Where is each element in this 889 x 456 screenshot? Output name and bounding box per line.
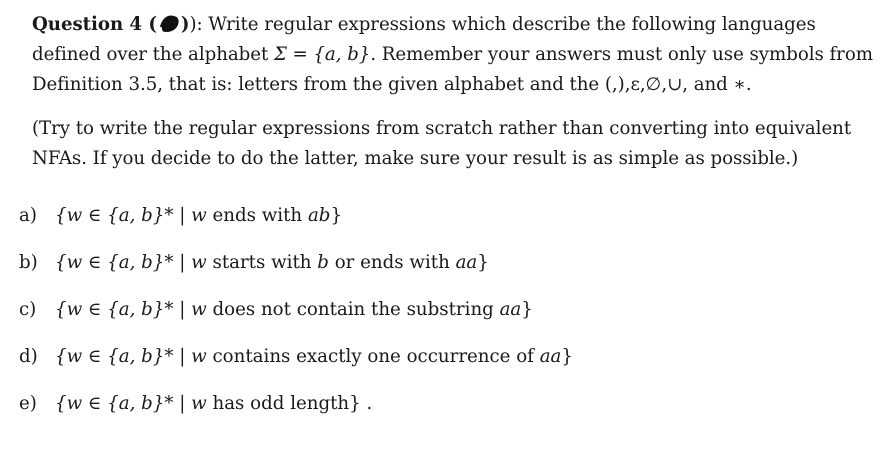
condition-math: aa	[539, 346, 562, 367]
question-block	[32, 10, 882, 174]
item-letter: b)	[19, 252, 38, 273]
condition-math: ab	[307, 205, 331, 226]
condition-text: ends with	[206, 205, 308, 226]
list-item	[19, 251, 819, 298]
and-text: , and	[682, 74, 728, 95]
question-intro: Question 4 ( )): Write regular expressions which describe the following languages defined over the alphabet Σ = {a, b}. Remember your answers must only use symbols from Definition 3.5, that is: letters from the given alphabet and the (,),ε,∅,∪, and ∗.	[32, 14, 873, 95]
set-close: }	[330, 205, 343, 226]
condition-text: starts with	[206, 252, 318, 273]
language-list	[19, 204, 819, 439]
set-prefix: {w ∈ {a, b}* | w	[55, 299, 207, 320]
item-letter: a)	[19, 205, 37, 226]
condition-math: aa	[499, 299, 522, 320]
note-paragraph: (Try to write the regular expressions from scratch rather than converting into equivalent NFAs. If you decide to do the latter, make sure your result is as simple as possible.)	[32, 118, 852, 169]
set-close: }	[521, 299, 533, 320]
question-text: ): Write regular expressions which describe the following languages defined over the alphabet	[32, 14, 816, 65]
condition-text: does not contain the substring	[206, 299, 500, 320]
set-prefix: {w ∈ {a, b}* | w	[55, 205, 207, 226]
condition-math: b	[317, 252, 329, 273]
item-letter: d)	[19, 346, 38, 367]
set-close: }	[561, 346, 573, 367]
condition-text-2: or ends with	[328, 252, 456, 273]
set-prefix: {w ∈ {a, b}* | w	[55, 393, 207, 414]
condition-math-2: aa	[455, 252, 478, 273]
condition-text: contains exactly one occurrence of	[206, 346, 540, 367]
open-paren: (	[142, 14, 157, 35]
item-letter: c)	[19, 299, 37, 320]
set-close: } .	[349, 393, 373, 414]
condition-text: has odd length	[206, 393, 350, 414]
alphabet-definition: Σ = {a, b}	[273, 44, 371, 65]
star-symbol: ∗	[733, 74, 746, 95]
allowed-symbols: (,),ε,∅,∪	[604, 74, 683, 95]
list-item	[19, 392, 819, 439]
list-item	[19, 204, 819, 251]
set-prefix: {w ∈ {a, b}* | w	[55, 346, 207, 367]
set-close: }	[477, 252, 489, 273]
redaction-scribble-icon	[158, 13, 180, 33]
question-number: Question 4	[32, 14, 143, 35]
question-text-continued: . Remember your answers must only use symbols from Definition 3.5, that is: letters from the given alphabet and the	[32, 44, 873, 95]
list-item	[19, 345, 819, 392]
item-letter: e)	[19, 393, 37, 414]
end-period: .	[745, 74, 752, 95]
list-item	[19, 298, 819, 345]
set-prefix: {w ∈ {a, b}* | w	[55, 252, 207, 273]
